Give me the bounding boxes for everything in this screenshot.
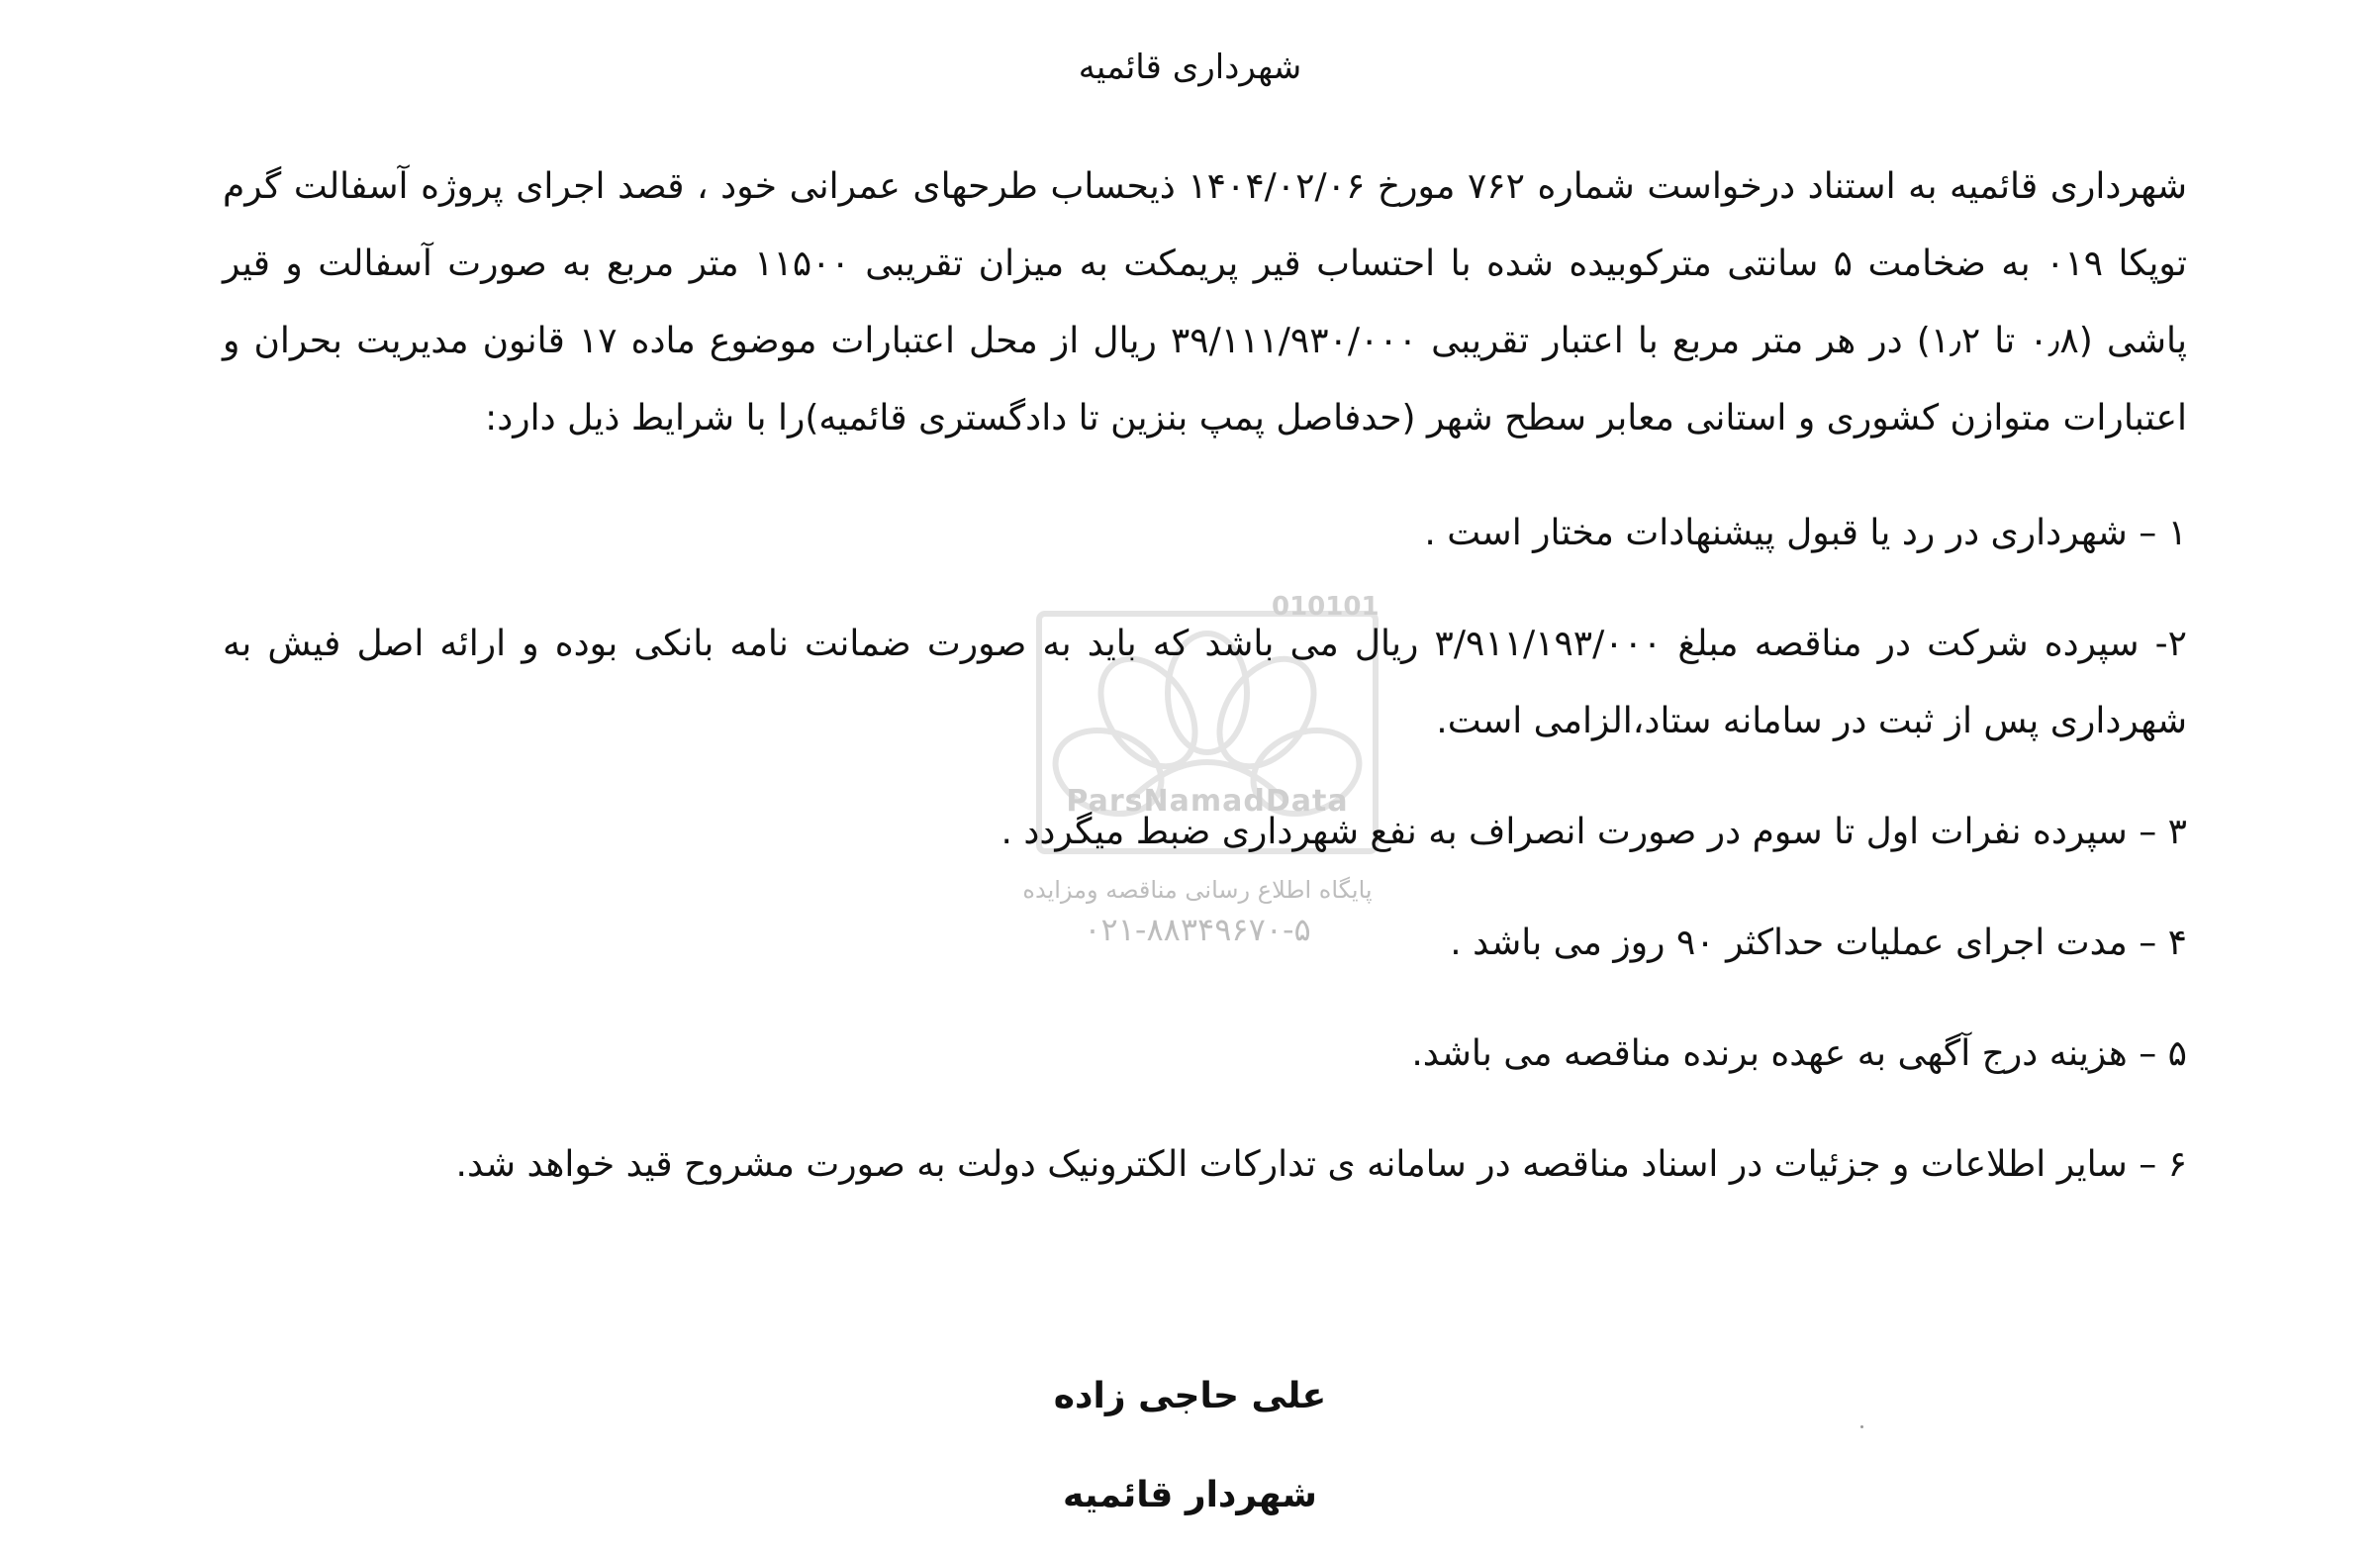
clause-2: ۲- سپرده شرکت در مناقصه مبلغ ۳/۹۱۱/۱۹۳/۰۰۰ ریال می باشد که باید به صورت ضمانت نامه بانکی بوده و ارائه اصل فیش به شهرداری پس از ثبت در سامانه ستاد،الزامی است. <box>223 624 2187 741</box>
signatory-title: شهردار قائمیه <box>1063 1475 1317 1515</box>
clause-4: ۴ – مدت اجرای عملیات حداکثر ۹۰ روز می باشد . <box>1450 923 2187 963</box>
watermark-phone: ۰۲۱-۸۸۳۴۹۶۷۰-۵ <box>1084 911 1311 948</box>
document-body <box>223 148 2187 1237</box>
document-title: شهرداری قائمیه <box>1078 48 1302 87</box>
clause-3: ۳ – سپرده نفرات اول تا سوم در صورت انصراف به نفع شهرداری ضبط میگردد . <box>1000 812 2187 852</box>
clause-1: ۱ – شهرداری در رد یا قبول پیشنهادات مختار است . <box>1424 513 2187 553</box>
watermark-subtitle: پایگاه اطلاع رسانی مناقصه ومزایده <box>1022 876 1373 904</box>
clause-5: ۵ – هزینه درج آگهی به عهده برنده مناقصه می باشد. <box>1411 1033 2187 1074</box>
clause-6: ۶ – سایر اطلاعات و جزئیات در اسناد مناقصه در سامانه ی تدارکات الکترونیک دولت به صورت مشروح قید خواهد شد. <box>455 1144 2187 1185</box>
signatory-name: علی حاجی زاده <box>1053 1376 1327 1416</box>
stray-mark <box>1860 1425 1863 1428</box>
watermark-code: 010101 <box>1272 592 1380 622</box>
watermark-brand: ParsNamadData <box>1066 784 1349 819</box>
intro-paragraph: شهرداری قائمیه به استناد درخواست شماره ۷۶۲ مورخ ۱۴۰۴/۰۲/۰۶ ذیحساب طرحهای عمرانی خود ، قصد اجرای پروژه آسفالت گرم توپکا ۰۱۹ به ضخامت ۵ سانتی مترکوبیده شده با احتساب قیر پریمکت به میزان تقریبی ۱۱۵۰۰ متر مربع به صورت آسفالت و قیر پاشی (۰٫۸ تا ۱٫۲) در هر متر مربع با اعتبار تقریبی ۳۹/۱۱۱/۹۳۰/۰۰۰ ریال از محل اعتبارات موضوع ماده ۱۷ قانون مدیریت بحران و اعتبارات متوازن کشوری و استانی معابر سطح شهر (حدفاصل پمپ بنزین تا دادگستری قائمیه)را با شرایط ذیل دارد: <box>223 166 2188 438</box>
